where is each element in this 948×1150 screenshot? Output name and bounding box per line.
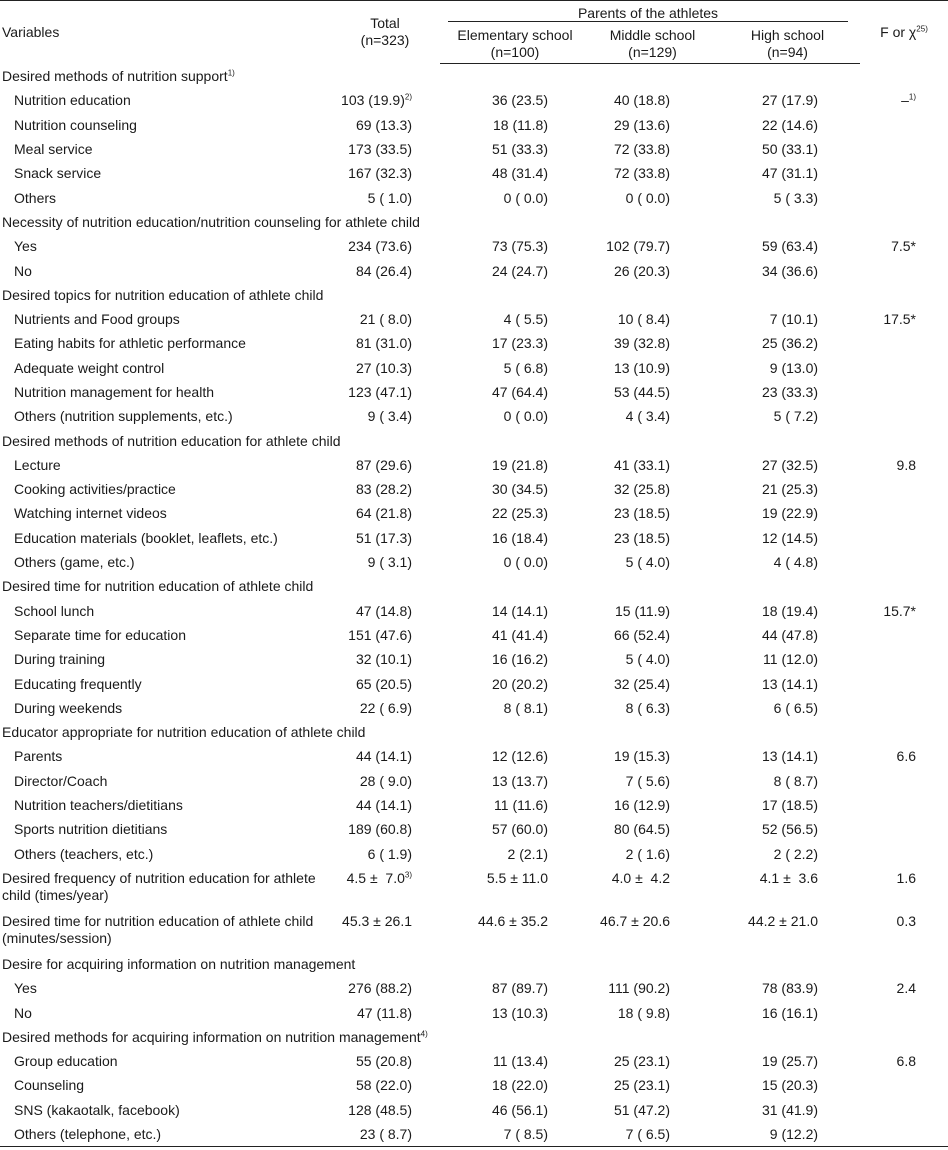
high-cell: 15 (20.3): [761, 1077, 819, 1094]
total-cell: 81 (31.0): [355, 335, 412, 352]
elementary-cell: 2 (2.1): [507, 845, 548, 862]
total-cell: 128 (48.5): [348, 1101, 412, 1118]
table-row: [0, 647, 948, 671]
total-cell: 123 (47.1): [348, 384, 412, 400]
header-f-chi: F or $\chi^{25)}$: [880, 24, 928, 41]
elementary-cell: 17 (23.3): [491, 335, 548, 352]
total-cell: 69 (13.3): [355, 116, 412, 133]
total-cell: 32 (10.1): [355, 651, 412, 668]
f-chi-cell: 1.6: [896, 869, 917, 886]
total-cell: 45.3 ± 26.1: [342, 912, 412, 929]
section-row: [0, 1025, 948, 1049]
high-cell: 23 (33.3): [761, 384, 819, 400]
high-cell: 4.1 ± 3.6: [759, 869, 819, 886]
f-chi-cell: [860, 161, 948, 185]
table-row: [0, 137, 948, 161]
f-chi-cell: [860, 113, 948, 137]
f-chi-cell: [860, 671, 948, 695]
table-row: [0, 1073, 948, 1097]
table-row: [0, 866, 948, 909]
f-chi-cell: [860, 623, 948, 647]
row-label: Nutrition education: [14, 92, 131, 109]
total-cell: 173 (33.5): [348, 141, 412, 158]
row-label: Lecture: [14, 456, 61, 473]
high-cell: 19 (22.9): [761, 505, 819, 522]
total-cell: 6 ( 1.9): [367, 845, 412, 862]
high-cell: 17 (18.5): [761, 797, 819, 814]
row-label: No: [14, 1004, 32, 1021]
f-chi-cell: [860, 647, 948, 671]
row-label: Adequate weight control: [14, 359, 165, 376]
f-chi-cell: 9.8: [896, 456, 917, 473]
middle-cell: 4 ( 3.4): [625, 408, 670, 425]
middle-cell: 8 ( 6.3): [625, 699, 670, 716]
elementary-cell: 12 (12.6): [491, 748, 548, 765]
high-cell: 19 (25.7): [761, 1053, 819, 1070]
total-cell: 58 (22.0): [355, 1077, 412, 1094]
f-chi-cell: –$^{1)}$: [901, 92, 917, 109]
elementary-cell: 5 ( 6.8): [503, 359, 548, 376]
elementary-cell: 36 (23.5): [491, 92, 548, 109]
elementary-cell: 57 (60.0): [491, 821, 548, 838]
section-row: [0, 64, 948, 89]
high-cell: 6 ( 6.5): [773, 699, 819, 716]
middle-cell: 40 (18.8): [613, 92, 670, 109]
row-label: Nutrition management for health: [14, 384, 214, 400]
table-row: [0, 161, 948, 185]
table-row: [0, 258, 948, 282]
high-cell: 47 (31.1): [761, 165, 819, 182]
middle-cell: 4.0 ± 4.2: [611, 869, 670, 886]
table-row: [0, 113, 948, 137]
f-chi-cell: [860, 1122, 948, 1147]
section-title: Desired time for nutrition education of athlete child: [2, 578, 314, 595]
total-cell: 55 (20.8): [355, 1053, 412, 1070]
table-row: [0, 307, 948, 331]
middle-cell: 39 (32.8): [613, 335, 670, 352]
high-cell: 7 (10.1): [769, 311, 819, 328]
total-cell: 151 (47.6): [348, 626, 412, 643]
total-cell: 64 (21.8): [355, 505, 412, 522]
total-cell: 234 (73.6): [348, 238, 412, 255]
elementary-cell: 48 (31.4): [491, 165, 548, 182]
high-cell: 2 ( 2.2): [773, 845, 819, 862]
f-chi-cell: [860, 769, 948, 793]
middle-cell: 51 (47.2): [613, 1101, 670, 1118]
f-chi-cell: 15.7*: [883, 602, 917, 619]
table-row: [0, 526, 948, 550]
total-cell: 21 ( 8.0): [359, 311, 412, 328]
middle-cell: 10 ( 8.4): [617, 311, 670, 328]
section-row: [0, 283, 948, 307]
row-label: Nutrition teachers/dietitians: [14, 797, 183, 814]
f-chi-cell: 17.5*: [883, 311, 917, 328]
elementary-cell: 0 ( 0.0): [503, 189, 548, 206]
table-row: [0, 88, 948, 112]
table-row: [0, 769, 948, 793]
middle-cell: 72 (33.8): [613, 141, 670, 158]
f-chi-cell: [860, 1098, 948, 1122]
high-cell: 18 (19.4): [761, 602, 819, 619]
elementary-cell: 13 (13.7): [491, 772, 548, 789]
row-label: Others (nutrition supplements, etc.): [14, 408, 233, 425]
f-chi-cell: [860, 842, 948, 866]
row-label: Nutrition counseling: [14, 116, 137, 133]
table-row: [0, 453, 948, 477]
table-row: [0, 909, 948, 952]
high-cell: 5 ( 7.2): [773, 408, 819, 425]
table-row: [0, 404, 948, 428]
middle-cell: 111 (90.2): [608, 980, 670, 997]
high-cell: 27 (32.5): [761, 456, 819, 473]
header-variables: Variables: [2, 24, 60, 41]
f-chi-cell: [860, 477, 948, 501]
middle-cell: 102 (79.7): [606, 238, 670, 255]
elementary-cell: 19 (21.8): [491, 456, 548, 473]
middle-cell: 25 (23.1): [613, 1077, 670, 1094]
high-cell: 8 ( 8.7): [773, 772, 819, 789]
middle-cell: 72 (33.8): [613, 165, 670, 182]
row-label: Others (telephone, etc.): [0, 1122, 330, 1147]
f-chi-cell: [860, 380, 948, 404]
middle-cell: 5 ( 4.0): [625, 651, 670, 668]
table-row: [0, 817, 948, 841]
table-row: [0, 234, 948, 258]
section-title: Desire for acquiring information on nutrition management: [2, 955, 356, 972]
middle-cell: 53 (44.5): [613, 384, 670, 400]
row-label: School lunch: [14, 602, 95, 619]
total-cell: 65 (20.5): [355, 675, 412, 692]
total-cell: 4.5 ± 7.0$^{3)}$: [346, 869, 412, 886]
middle-cell: 32 (25.4): [613, 675, 670, 692]
header-high: High school (n=94): [715, 25, 860, 64]
total-cell: 51 (17.3): [355, 529, 412, 546]
section-row: [0, 574, 948, 598]
header-elementary: Elementary school (n=100): [440, 25, 590, 64]
table-row: [0, 1000, 948, 1024]
high-cell: 12 (14.5): [761, 529, 819, 546]
elementary-cell: 47 (64.4): [491, 384, 548, 400]
f-chi-cell: 2.4: [896, 980, 917, 997]
high-cell: 50 (33.1): [761, 141, 819, 158]
table-row: [0, 1098, 948, 1122]
f-chi-cell: [860, 526, 948, 550]
table-row: [0, 623, 948, 647]
middle-cell: 23 (18.5): [613, 529, 670, 546]
total-cell: 9 ( 3.4): [367, 408, 412, 425]
elementary-cell: 20 (20.2): [491, 675, 548, 692]
elementary-cell: 18 (22.0): [491, 1077, 548, 1094]
row-label: Others (game, etc.): [14, 554, 135, 571]
f-chi-cell: [860, 258, 948, 282]
middle-cell: 19 (15.3): [613, 748, 670, 765]
f-chi-cell: [860, 331, 948, 355]
elementary-cell: 22 (25.3): [491, 505, 548, 522]
f-chi-cell: [860, 501, 948, 525]
elementary-cell: 11 (11.6): [494, 797, 548, 814]
middle-cell: 16 (12.9): [613, 797, 670, 814]
row-label: Counseling: [14, 1077, 85, 1094]
high-cell: 9 (12.2): [715, 1122, 860, 1147]
elementary-cell: 7 ( 8.5): [440, 1122, 590, 1147]
row-label: Eating habits for athletic performance: [14, 335, 246, 352]
row-label: During training: [14, 651, 106, 668]
elementary-cell: 0 ( 0.0): [503, 554, 548, 571]
table-row: [0, 696, 948, 720]
elementary-cell: 14 (14.1): [491, 602, 548, 619]
total-cell: 22 ( 6.9): [359, 699, 412, 716]
middle-cell: 2 ( 1.6): [625, 845, 670, 862]
section-title: Educator appropriate for nutrition education of athlete child: [2, 724, 366, 741]
section-title: Necessity of nutrition education/nutrition counseling for athlete child: [2, 213, 420, 230]
elementary-cell: 73 (75.3): [491, 238, 548, 255]
total-cell: 5 ( 1.0): [367, 189, 412, 206]
middle-cell: 7 ( 5.6): [625, 772, 670, 789]
elementary-cell: 16 (18.4): [491, 529, 548, 546]
high-cell: 11 (12.0): [763, 651, 819, 668]
middle-cell: 26 (20.3): [613, 262, 670, 279]
row-label: Yes: [14, 980, 37, 997]
table-row: [0, 331, 948, 355]
section-title: Desired methods of nutrition education for athlete child: [2, 432, 341, 449]
high-cell: 59 (63.4): [761, 238, 819, 255]
middle-cell: 29 (13.6): [613, 116, 670, 133]
total-cell: 87 (29.6): [355, 456, 412, 473]
row-label: Group education: [14, 1053, 118, 1070]
high-cell: 21 (25.3): [761, 481, 819, 498]
middle-cell: 25 (23.1): [613, 1053, 670, 1070]
f-chi-cell: [860, 356, 948, 380]
row-label: Education materials (booklet, leaflets, etc.): [14, 529, 278, 546]
total-cell: 47 (14.8): [355, 602, 412, 619]
table-row: [0, 550, 948, 574]
f-chi-cell: 7.5*: [891, 238, 917, 255]
row-label: Watching internet videos: [14, 505, 167, 522]
elementary-cell: 8 ( 8.1): [503, 699, 548, 716]
elementary-cell: 18 (11.8): [493, 116, 548, 133]
row-label: Director/Coach: [14, 772, 108, 789]
high-cell: 27 (17.9): [761, 92, 819, 109]
row-label: SNS (kakaotalk, facebook): [14, 1101, 180, 1118]
section-row: [0, 428, 948, 452]
middle-cell: 15 (11.9): [615, 602, 670, 619]
section-row: [0, 952, 948, 976]
elementary-cell: 44.6 ± 35.2: [478, 912, 548, 929]
middle-cell: 32 (25.8): [613, 481, 670, 498]
high-cell: 22 (14.6): [761, 116, 819, 133]
elementary-cell: 11 (13.4): [493, 1053, 548, 1070]
total-cell: 83 (28.2): [355, 481, 412, 498]
middle-cell: 5 ( 4.0): [625, 554, 670, 571]
high-cell: 44 (47.8): [761, 626, 819, 643]
f-chi-cell: [860, 1073, 948, 1097]
header-total: Total (n=323): [360, 15, 410, 49]
high-cell: 16 (16.1): [761, 1004, 819, 1021]
total-cell: 44 (14.1): [355, 797, 412, 814]
middle-cell: 23 (18.5): [613, 505, 670, 522]
header-parents-group: Parents of the athletes: [440, 1, 860, 26]
middle-cell: 13 (10.9): [613, 359, 670, 376]
row-label: Snack service: [14, 165, 102, 182]
elementary-cell: 4 ( 5.5): [503, 311, 548, 328]
middle-cell: 41 (33.1): [613, 456, 670, 473]
total-cell: 23 ( 8.7): [330, 1122, 440, 1147]
section-row: [0, 210, 948, 234]
f-chi-cell: [860, 793, 948, 817]
elementary-cell: 87 (89.7): [491, 980, 548, 997]
high-cell: 44.2 ± 21.0: [748, 912, 819, 929]
table-row: [0, 599, 948, 623]
middle-cell: 18 ( 9.8): [617, 1004, 670, 1021]
row-label: Separate time for education: [14, 626, 186, 643]
f-chi-cell: [860, 404, 948, 428]
elementary-cell: 41 (41.4): [491, 626, 548, 643]
f-chi-cell: [860, 185, 948, 209]
table-row: [0, 744, 948, 768]
total-cell: 44 (14.1): [355, 748, 412, 765]
high-cell: 13 (14.1): [761, 675, 819, 692]
table-body: [0, 64, 948, 1147]
total-cell: 84 (26.4): [355, 262, 412, 279]
total-cell: 9 ( 3.1): [367, 554, 412, 571]
high-cell: 52 (56.5): [761, 821, 819, 838]
section-title: Desired methods of nutrition support$^{1)}$: [2, 68, 235, 85]
high-cell: 34 (36.6): [761, 262, 819, 279]
section-row: [0, 720, 948, 744]
row-label: Parents: [14, 748, 63, 765]
middle-cell: 46.7 ± 20.6: [600, 912, 670, 929]
middle-cell: 80 (64.5): [613, 821, 670, 838]
row-label: During weekends: [14, 699, 123, 716]
row-label: Desired time for nutrition education of athlete child (minutes/session): [2, 912, 314, 946]
elementary-cell: 0 ( 0.0): [503, 408, 548, 425]
f-chi-cell: [860, 550, 948, 574]
elementary-cell: 30 (34.5): [491, 481, 548, 498]
middle-cell: 66 (52.4): [613, 626, 670, 643]
high-cell: 9 (13.0): [769, 359, 819, 376]
table-row: [0, 477, 948, 501]
f-chi-cell: [860, 696, 948, 720]
f-chi-cell: [860, 817, 948, 841]
f-chi-cell: [860, 1000, 948, 1024]
f-chi-cell: 6.8: [896, 1053, 917, 1070]
row-label: No: [14, 262, 32, 279]
elementary-cell: 13 (10.3): [491, 1004, 548, 1021]
table-row: [0, 842, 948, 866]
elementary-cell: 5.5 ± 11.0: [486, 869, 548, 886]
table-row: [0, 501, 948, 525]
table-row: [0, 356, 948, 380]
elementary-cell: 24 (24.7): [491, 262, 548, 279]
row-label: Others: [14, 189, 57, 206]
high-cell: 13 (14.1): [761, 748, 819, 765]
section-title: Desired methods for acquiring information on nutrition management$^{4)}$: [2, 1028, 428, 1045]
high-cell: 31 (41.9): [761, 1101, 819, 1118]
total-cell: 189 (60.8): [348, 821, 412, 838]
total-cell: 27 (10.3): [355, 359, 412, 376]
table-row: [0, 1049, 948, 1073]
header-middle: Middle school (n=129): [590, 25, 715, 64]
high-cell: 5 ( 3.3): [773, 189, 819, 206]
middle-cell: 7 ( 6.5): [590, 1122, 715, 1147]
table-row: [0, 185, 948, 209]
f-chi-cell: 6.6: [896, 748, 917, 765]
table-row: [0, 976, 948, 1000]
row-label: Meal service: [14, 141, 93, 158]
table-row: [0, 1122, 948, 1147]
total-cell: 276 (88.2): [348, 980, 412, 997]
row-label: Cooking activities/practice: [14, 481, 176, 498]
total-cell: 167 (32.3): [348, 165, 412, 182]
row-label: Nutrients and Food groups: [14, 311, 180, 328]
total-cell: 103 $(19.9)^{2)}$: [341, 92, 412, 109]
section-title: Desired topics for nutrition education of athlete child: [2, 286, 324, 303]
row-label: Educating frequently: [14, 675, 142, 692]
total-cell: 28 ( 9.0): [359, 772, 412, 789]
elementary-cell: 51 (33.3): [491, 141, 548, 158]
elementary-cell: 46 (56.1): [491, 1101, 548, 1118]
middle-cell: 0 ( 0.0): [625, 189, 670, 206]
row-label: Sports nutrition dietitians: [14, 821, 168, 838]
elementary-cell: 16 (16.2): [491, 651, 548, 668]
f-chi-cell: 0.3: [896, 912, 917, 929]
row-label: Others (teachers, etc.): [14, 845, 154, 862]
high-cell: 25 (36.2): [761, 335, 819, 352]
high-cell: 4 ( 4.8): [773, 554, 819, 571]
table-row: [0, 793, 948, 817]
total-cell: 47 (11.8): [357, 1004, 412, 1021]
row-label: Desired frequency of nutrition education for athlete child (times/year): [2, 869, 316, 903]
f-chi-cell: [860, 137, 948, 161]
row-label: Yes: [14, 238, 37, 255]
high-cell: 78 (83.9): [761, 980, 819, 997]
table-row: [0, 380, 948, 404]
table-row: [0, 671, 948, 695]
